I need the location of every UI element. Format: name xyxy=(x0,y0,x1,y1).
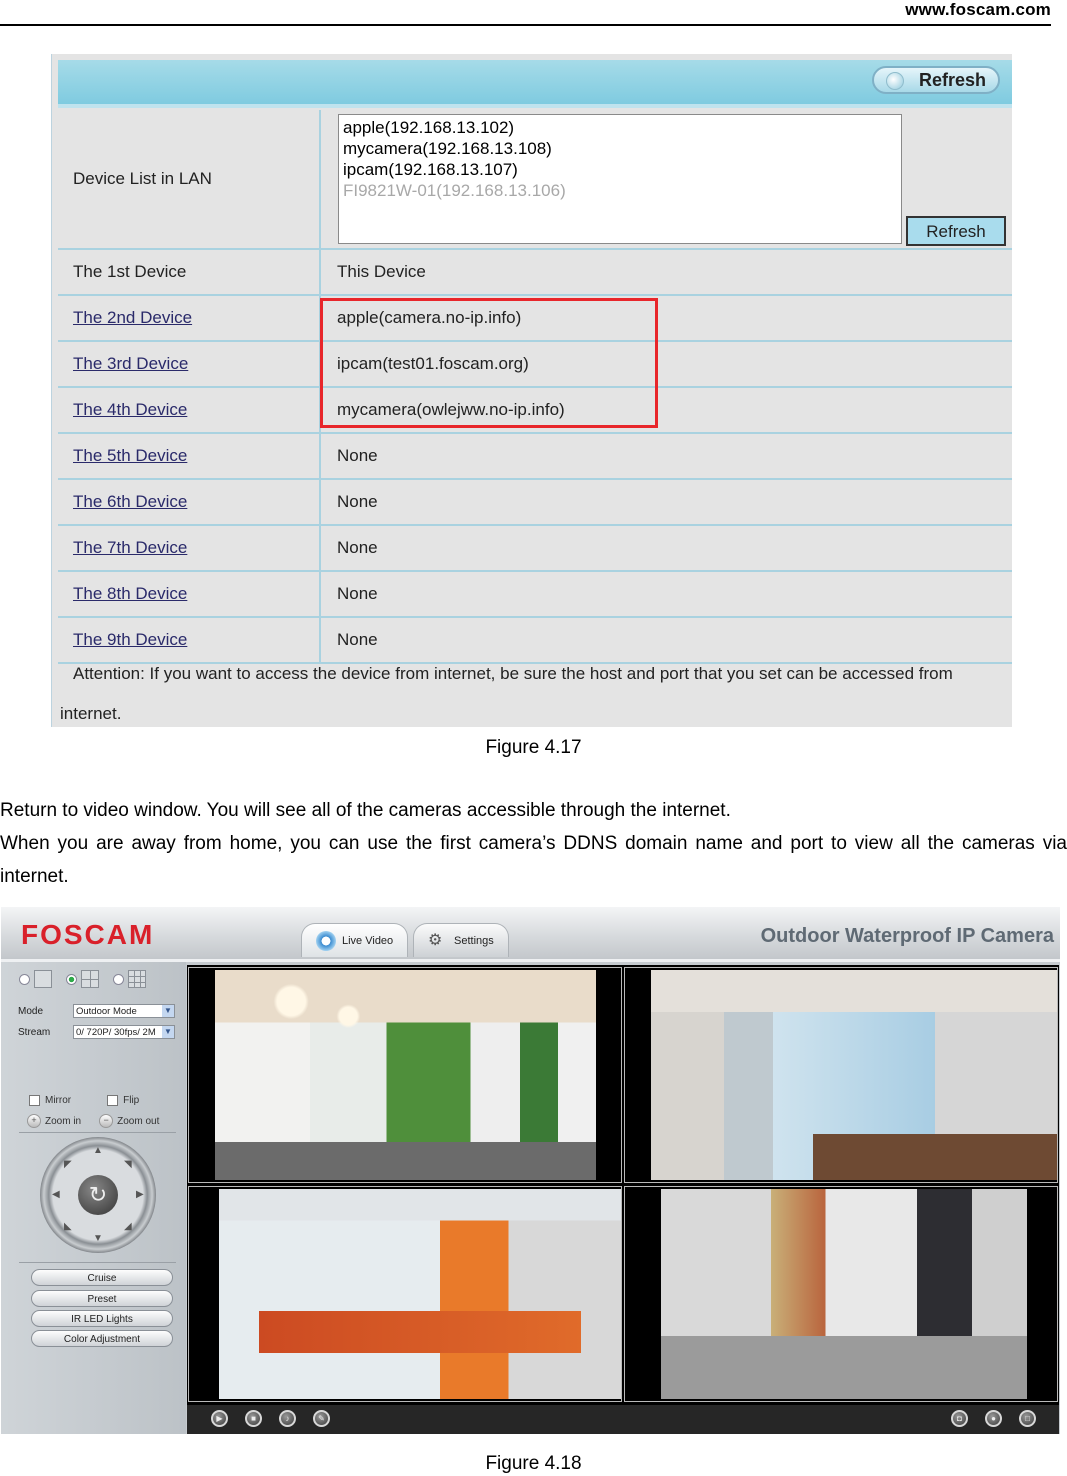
gear-wrench-icon: ⚙ xyxy=(428,931,443,949)
table-row xyxy=(58,526,1012,572)
device-link-3[interactable]: The 3rd Device xyxy=(73,354,189,373)
device-value: None xyxy=(337,446,378,465)
snapshot-icon[interactable]: ◘ xyxy=(951,1410,968,1427)
ptz-joystick[interactable] xyxy=(40,1137,156,1253)
plus-icon: + xyxy=(27,1114,41,1128)
ptz-reset-icon[interactable]: ↻ xyxy=(78,1175,118,1215)
minus-icon: − xyxy=(99,1114,113,1128)
mirror-checkbox[interactable]: Mirror xyxy=(29,1095,71,1106)
fullscreen-icon[interactable]: □ xyxy=(1019,1410,1036,1427)
audio-icon[interactable]: ♪ xyxy=(279,1410,296,1427)
attention-note: Attention: If you want to access the device from internet, be sure the host and port that you set can be accessed from internet. xyxy=(60,664,953,723)
quad-view-icon xyxy=(81,970,99,988)
lan-device-item[interactable]: FI9821W-01(192.168.13.106) xyxy=(343,181,566,200)
video-pane-4[interactable] xyxy=(624,1186,1058,1402)
device-link-9[interactable]: The 9th Device xyxy=(73,630,188,649)
device-value: mycamera(owlejww.no-ip.info) xyxy=(337,400,565,419)
device-value: ipcam(test01.foscam.org) xyxy=(337,354,529,373)
lan-device-item[interactable]: ipcam(192.168.13.107) xyxy=(343,160,518,179)
body-text xyxy=(0,794,1067,893)
site-url: www.foscam.com xyxy=(905,0,1051,19)
device-label: The 1st Device xyxy=(58,250,321,294)
mode-field: Mode Outdoor Mode ▼ xyxy=(18,1004,175,1018)
zoom-in-button[interactable]: + Zoom in xyxy=(27,1114,81,1128)
top-refresh-button[interactable]: Refresh xyxy=(872,66,1000,94)
stream-select[interactable]: 0/ 720P/ 30fps/ 2M ▼ xyxy=(73,1025,175,1039)
device-value: None xyxy=(337,492,378,511)
chevron-down-icon: ▼ xyxy=(162,1026,174,1038)
ir-led-button[interactable]: IR LED Lights xyxy=(31,1310,173,1327)
device-link-5[interactable]: The 5th Device xyxy=(73,446,188,465)
lan-device-listbox[interactable] xyxy=(338,114,902,244)
device-link-4[interactable]: The 4th Device xyxy=(73,400,188,419)
cruise-button[interactable]: Cruise xyxy=(31,1269,173,1286)
paragraph: When you are away from home, you can use the first camera’s DDNS domain name and port to view all the cameras via internet. xyxy=(0,833,1067,887)
zoom-out-button[interactable]: − Zoom out xyxy=(99,1114,159,1128)
video-control-bar xyxy=(187,1405,1059,1434)
refresh-icon xyxy=(886,72,904,90)
tab-live-video[interactable]: Live Video xyxy=(301,923,408,957)
pan-right-icon[interactable]: ▶ xyxy=(136,1189,144,1200)
talk-icon[interactable]: ✎ xyxy=(313,1410,330,1427)
table-row xyxy=(58,572,1012,618)
product-title: Outdoor Waterproof IP Camera xyxy=(760,925,1054,947)
table-row xyxy=(58,480,1012,526)
toolbar xyxy=(58,60,1012,108)
webcam-icon xyxy=(316,931,336,951)
highlight-box xyxy=(320,298,658,428)
device-value: apple(camera.no-ip.info) xyxy=(337,308,522,327)
device-link-2[interactable]: The 2nd Device xyxy=(73,308,193,327)
pan-up-left-icon[interactable]: ◤ xyxy=(64,1159,72,1170)
app-header xyxy=(1,907,1060,962)
lan-device-item[interactable]: apple(192.168.13.102) xyxy=(343,118,515,137)
layout-selector xyxy=(19,970,146,988)
device-value: This Device xyxy=(337,262,426,281)
figure-caption: Figure 4.17 xyxy=(485,737,582,758)
control-sidebar xyxy=(1,962,186,1434)
video-grid xyxy=(187,965,1059,1405)
record-icon[interactable]: ● xyxy=(985,1410,1002,1427)
lan-label: Device List in LAN xyxy=(58,110,321,248)
pan-left-icon[interactable]: ◀ xyxy=(52,1189,60,1200)
device-link-7[interactable]: The 7th Device xyxy=(73,538,188,557)
device-link-6[interactable]: The 6th Device xyxy=(73,492,188,511)
table-row xyxy=(58,434,1012,480)
device-value: None xyxy=(337,538,378,557)
stop-icon[interactable]: ■ xyxy=(245,1410,262,1427)
layout-4-view[interactable] xyxy=(66,970,99,988)
pan-up-right-icon[interactable]: ◥ xyxy=(124,1159,132,1170)
video-pane-2[interactable] xyxy=(624,967,1058,1183)
flip-checkbox[interactable]: Flip xyxy=(107,1095,139,1106)
device-list-screenshot xyxy=(51,54,1012,727)
layout-1-view[interactable] xyxy=(19,970,52,988)
device-value: None xyxy=(337,630,378,649)
foscam-logo: FOSCAM xyxy=(21,919,155,950)
video-pane-3[interactable] xyxy=(188,1186,622,1402)
paragraph: Return to video window. You will see all of the cameras accessible through the internet. xyxy=(0,800,731,821)
play-icon[interactable]: ▶ xyxy=(211,1410,228,1427)
pan-down-left-icon[interactable]: ◣ xyxy=(64,1221,72,1232)
chevron-down-icon: ▼ xyxy=(162,1005,174,1017)
single-view-icon xyxy=(34,970,52,988)
mode-select[interactable]: Outdoor Mode ▼ xyxy=(73,1004,175,1018)
figure-caption: Figure 4.18 xyxy=(485,1453,582,1474)
nine-view-icon xyxy=(128,970,146,988)
tab-settings[interactable]: ⚙ Settings xyxy=(413,923,509,957)
pan-down-right-icon[interactable]: ◢ xyxy=(124,1221,132,1232)
layout-9-view[interactable] xyxy=(113,970,146,988)
lan-device-item[interactable]: mycamera(192.168.13.108) xyxy=(343,139,552,158)
device-link-8[interactable]: The 8th Device xyxy=(73,584,188,603)
lan-refresh-button[interactable]: Refresh xyxy=(906,216,1006,246)
pan-down-icon[interactable]: ▼ xyxy=(93,1233,103,1244)
stream-field: Stream 0/ 720P/ 30fps/ 2M ▼ xyxy=(18,1025,175,1039)
color-adjustment-button[interactable]: Color Adjustment xyxy=(31,1330,173,1347)
video-pane-1[interactable] xyxy=(188,967,622,1183)
lan-device-row xyxy=(58,110,1012,250)
live-video-screenshot xyxy=(1,907,1060,1434)
table-row xyxy=(58,250,1012,296)
pan-up-icon[interactable]: ▲ xyxy=(93,1145,103,1156)
device-value: None xyxy=(337,584,378,603)
preset-button[interactable]: Preset xyxy=(31,1290,173,1307)
page-header xyxy=(0,0,1051,26)
